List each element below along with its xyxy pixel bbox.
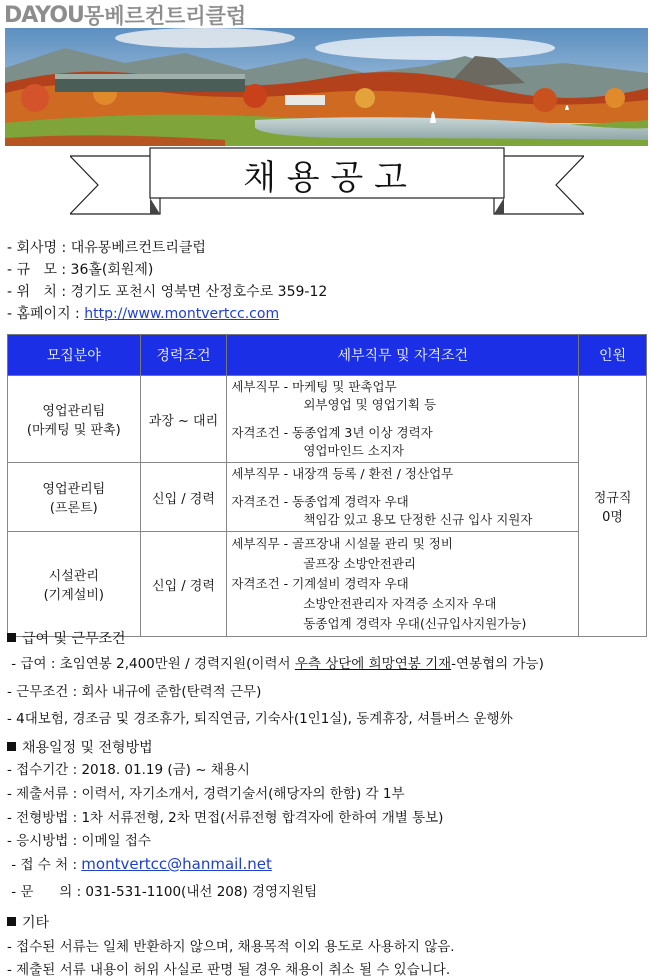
schedule-item-period: - 접수기간 : 2018. 01.19 (금) ~ 채용시 <box>7 762 250 778</box>
cell-field <box>8 376 141 463</box>
info-scale <box>7 259 153 279</box>
section-title: 채용일정 및 전형방법 <box>22 740 153 756</box>
schedule-item-inquiry: - 문 의 : 031-531-1100(내선 208) 경영지원팀 <box>7 884 318 900</box>
cell-duty <box>227 463 579 532</box>
cell-headcount <box>579 376 647 637</box>
pay-item-salary <box>7 652 544 672</box>
field-name: 시설관리 <box>48 569 99 584</box>
info-location <box>7 281 327 301</box>
duty-line: 세부직무 - 마케팅 및 판촉업무 <box>231 379 397 394</box>
email-label: - 접 수 처 : <box>7 857 82 873</box>
section-schedule-title <box>7 737 153 757</box>
duty-line: 세부직무 - 내장객 등록 / 환전 / 정산업무 <box>231 466 454 481</box>
email-link[interactable]: montvertcc@hanmail.net <box>81 855 272 873</box>
field-name: 영업관리팀 <box>42 482 106 497</box>
pay-item-hours: - 근무조건 : 회사 내규에 준함(탄력적 근무) <box>7 684 262 700</box>
section-title: 급여 및 근무조건 <box>22 631 126 647</box>
qual-line: 자격조건 - 기계설비 경력자 우대 <box>231 576 409 591</box>
etc-item-return: - 접수된 서류는 일체 반환하지 않으며, 채용목적 이외 용도로 사용하지 않음. <box>7 939 455 955</box>
table-header-row <box>8 335 647 376</box>
cell-career: 신입 / 경력 <box>140 532 227 637</box>
info-homepage <box>7 303 279 323</box>
field-sub: (마케팅 및 판촉) <box>26 423 121 438</box>
info-label: - 규 모 : <box>7 262 67 278</box>
duty-line: 골프장 소방안전관리 <box>303 556 416 571</box>
header-field: 모집분야 <box>8 335 141 376</box>
info-company <box>7 237 206 257</box>
info-label: - 회사명 : <box>7 240 67 256</box>
pay-item-benefits: - 4대보험, 경조금 및 경조휴가, 퇴직연금, 기숙사(1인1실), 동계휴장, 셔틀버스 운행外 <box>7 711 513 727</box>
duty-line: 세부직무 - 골프장내 시설물 관리 및 정비 <box>231 536 453 551</box>
table-row <box>8 463 647 532</box>
cell-duty <box>227 376 579 463</box>
table-row <box>8 376 647 463</box>
company-logo <box>4 2 246 28</box>
qual-line: 동종업계 경력자 우대(신규입사지원가능) <box>303 616 527 631</box>
section-etc-title <box>7 912 49 932</box>
info-value: 경기도 포천시 영북면 산정호수로 359-12 <box>70 284 328 300</box>
qual-line: 영업마인드 소지자 <box>303 443 404 458</box>
section-title: 기타 <box>22 915 50 931</box>
header-headcount: 인원 <box>579 335 647 376</box>
headcount-type: 정규직 <box>593 491 632 506</box>
info-value: 36홀(회원제) <box>70 262 154 278</box>
square-bullet-icon <box>7 633 16 642</box>
field-name: 영업관리팀 <box>42 404 106 419</box>
cell-field <box>8 532 141 637</box>
info-label: - 홈페이지 : <box>7 306 80 322</box>
homepage-link[interactable]: http://www.montvertcc.com <box>84 306 280 322</box>
logo-brand: DAYOU <box>4 2 84 28</box>
golf-course-photo <box>5 28 648 146</box>
salary-text: - 급여 : 초임연봉 2,400만원 / 경력지원(이력서 <box>7 656 295 672</box>
cell-career: 신입 / 경력 <box>140 463 227 532</box>
header-career: 경력조건 <box>140 335 227 376</box>
duty-line: 외부영업 및 영업기획 등 <box>303 397 437 412</box>
schedule-item-method: - 응시방법 : 이메일 접수 <box>7 833 151 849</box>
table-row <box>8 532 647 637</box>
info-value: 대유몽베르컨트리클럽 <box>70 240 206 256</box>
salary-text-end: -연봉협의 가능) <box>451 656 544 672</box>
section-pay-title <box>7 628 126 648</box>
cell-career: 과장 ~ 대리 <box>140 376 227 463</box>
schedule-item-documents: - 제출서류 : 이력서, 자기소개서, 경력기술서(해당자의 한함) 각 1부 <box>7 786 405 802</box>
qual-line: 자격조건 - 동종업계 3년 이상 경력자 <box>231 425 433 440</box>
salary-underline: 우측 상단에 희망연봉 기재 <box>294 656 452 672</box>
field-sub: (기계설비) <box>43 588 104 603</box>
logo-name: 몽베르컨트리클럽 <box>83 4 247 28</box>
headcount-count: 0명 <box>602 510 623 525</box>
qual-line: 소방안전관리자 자격증 소지자 우대 <box>303 596 497 611</box>
square-bullet-icon <box>7 742 16 751</box>
square-bullet-icon <box>7 917 16 926</box>
qual-line: 자격조건 - 동종업계 경력자 우대 <box>231 494 409 509</box>
qual-line: 책임감 있고 용모 단정한 신규 입사 지원자 <box>303 512 533 527</box>
header-duty: 세부직무 및 자격조건 <box>227 335 579 376</box>
job-table <box>7 334 647 637</box>
page-title: 채 용 공 고 <box>243 157 407 198</box>
info-label: - 위 치 : <box>7 284 67 300</box>
cell-field <box>8 463 141 532</box>
etc-item-false-info: - 제출된 서류 내용이 허위 사실로 판명 될 경우 채용이 취소 될 수 있습니다. <box>7 962 451 978</box>
cell-duty <box>227 532 579 637</box>
field-sub: (프론트) <box>49 501 98 516</box>
schedule-item-process: - 전형방법 : 1차 서류전형, 2차 면접(서류전형 합격자에 한하여 개별 통보) <box>7 810 444 826</box>
schedule-item-contact-email <box>7 853 272 873</box>
